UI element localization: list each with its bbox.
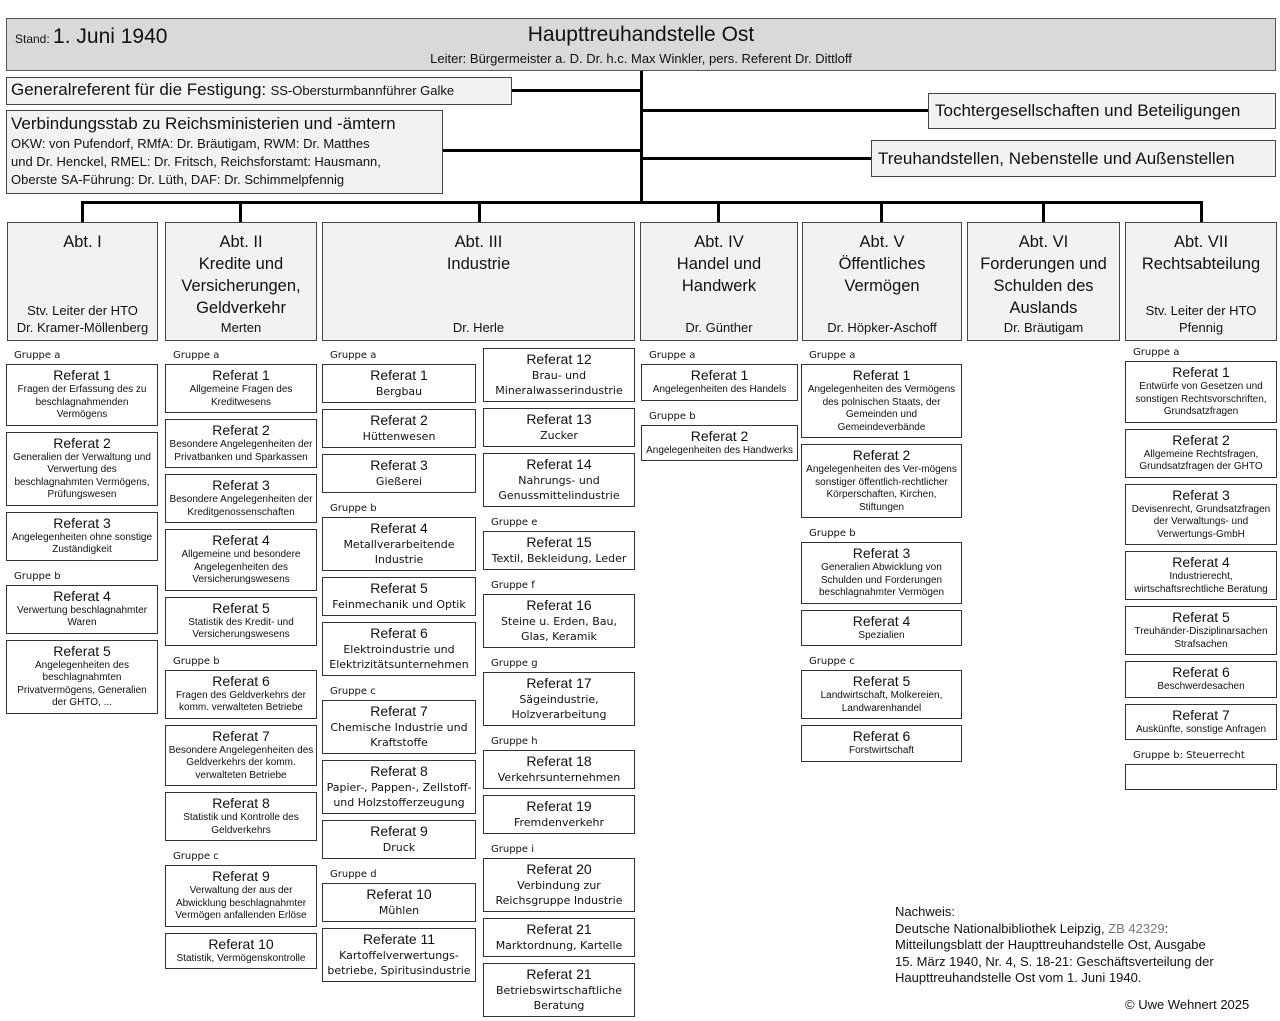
abteilung-name: Handel und	[676, 255, 762, 273]
abteilung-name: Kredite und	[198, 255, 284, 273]
referat-title: Referat 20	[526, 861, 592, 877]
referat-title: Referat 9	[212, 868, 270, 884]
treuhand-box: Treuhandstellen, Nebenstelle und Außenstellen	[871, 140, 1276, 177]
referat-box	[483, 672, 635, 726]
abteilung-leader: Pfennig	[1178, 320, 1224, 335]
gruppe-label: Gruppe b	[809, 528, 856, 539]
gruppe-label: Gruppe b	[14, 570, 61, 582]
referat-title: Referat 4	[1172, 554, 1230, 570]
referat-box	[165, 419, 317, 468]
verbindungsstab-title: Verbindungsstab zu Reichsministerien und -ämtern	[11, 114, 396, 133]
referat-box	[1125, 484, 1277, 546]
referat-title: Referat 5	[53, 642, 111, 659]
gruppe-label: Gruppe b	[330, 503, 377, 514]
referat-title: Referat 5	[212, 599, 270, 616]
gruppe-label: Gruppe c	[330, 686, 376, 697]
referat-title: Referat 7	[1172, 706, 1230, 723]
referat-title: Referat 3	[852, 545, 911, 561]
referat-title: Referat 5	[1172, 609, 1230, 625]
referat-description: Devisenrecht, Grundsatzfragen der Verwaltungs- und Verwertungs-GmbH	[1131, 503, 1271, 540]
referat-box	[322, 454, 476, 493]
abteilung-name: Abt. VII	[1173, 233, 1229, 251]
abteilung-name: Geldverkehr	[196, 299, 286, 317]
referat-box	[483, 348, 635, 402]
referat-description: Marktordnung, Kartelle	[495, 939, 623, 952]
gruppe-label: Gruppe a	[649, 350, 696, 361]
abteilung-name: Abt. III	[454, 233, 503, 251]
referat-title: Referat 15	[526, 534, 592, 550]
referat-title: Referat 5	[370, 580, 428, 596]
referat-box	[322, 760, 476, 814]
nachweis-text: Mitteilungsblatt der Haupttreuhandstelle Ost, Ausgabe	[895, 937, 1206, 952]
referat-box	[1125, 704, 1277, 741]
gruppe-label: Gruppe d	[330, 869, 377, 880]
referat-title: Referate 11	[362, 931, 436, 947]
gruppe-label: Gruppe a	[330, 350, 377, 361]
referat-box	[322, 700, 476, 754]
abteilung-leader: Dr. Günther	[685, 320, 753, 335]
referat-title: Referat 14	[526, 456, 592, 472]
referat-description: Fremdenverkehr	[513, 816, 605, 829]
connector-line	[512, 89, 642, 92]
referat-title: Referat 4	[53, 587, 111, 604]
referat-description: Treuhänder-Disziplinarsachen Strafsachen	[1134, 626, 1268, 650]
referat-box	[483, 453, 635, 507]
referat-description: Generalien der Verwaltung und Verwertung des beschlagnahmten Vermögens, Prüfungswesen	[13, 451, 151, 500]
verbindungsstab-box	[6, 110, 443, 194]
referat-description: Industrierecht, wirtschaftsrechtliche Beratung	[1134, 571, 1268, 595]
nachweis	[895, 904, 1214, 987]
referat-column	[801, 346, 962, 768]
abteilung-name: Abt. I	[63, 233, 102, 251]
referat-box	[801, 542, 962, 604]
generalreferent-box	[6, 77, 512, 105]
generalreferent-name: SS-Obersturmbannführer Galke	[270, 83, 455, 98]
referat-description: Brau- und Mineralwasserindustrie	[495, 369, 623, 397]
connector-line	[81, 201, 84, 222]
referat-box	[322, 883, 476, 922]
abteilung-name: Forderungen und	[980, 255, 1107, 273]
abteilung-name: Abt. VI	[1018, 233, 1069, 251]
referat-column	[165, 346, 317, 975]
abteilung-name: Öffentliches	[838, 255, 926, 273]
referat-title: Referat 4	[852, 612, 911, 629]
abteilung-header	[802, 222, 962, 341]
generalreferent-label: Generalreferent für die Festigung:	[11, 80, 267, 99]
referat-description: Besondere Angelegenheiten der Kreditgenossenschaften	[169, 494, 313, 518]
referat-description: Chemische Industrie und Kraftstoffe	[330, 721, 468, 749]
referat-title: Referat 1	[53, 367, 111, 383]
referat-box	[165, 933, 317, 970]
referat-box	[6, 432, 158, 506]
referat-description: Zucker	[540, 429, 578, 442]
referat-title: Referat 10	[366, 886, 432, 902]
referat-description: Verkehrsunternehmen	[497, 771, 621, 784]
referat-title: Referat 10	[208, 935, 274, 952]
abteilung-name: Industrie	[446, 255, 511, 273]
referat-description: Angelegenheiten des Handwerks	[646, 444, 793, 456]
referat-box	[322, 622, 476, 676]
referat-description: Landwirtschaft, Molkereien, Landwarenhandel	[820, 690, 943, 714]
referat-title: Referat 2	[690, 427, 749, 444]
referat-box	[483, 858, 635, 912]
referat-title: Referat 2	[370, 412, 428, 428]
connector-line	[640, 109, 928, 112]
connector-line	[1042, 201, 1045, 222]
referat-box	[483, 795, 635, 834]
referat-box	[322, 820, 476, 859]
referat-box	[641, 364, 798, 401]
abteilung-name: Auslands	[1009, 299, 1078, 317]
referat-box	[322, 409, 476, 448]
gruppe-label: Gruppe c	[173, 851, 219, 862]
referat-description: Elektroindustrie und Elektrizitätsunternehmen	[329, 643, 469, 671]
verbindungsstab-line: Oberste SA-Führung: Dr. Lüth, DAF: Dr. Schimmelpfennig	[11, 172, 345, 187]
referat-description: Statistik, Vermögenskontrolle	[176, 952, 306, 964]
referat-title: Referat 1	[690, 367, 749, 383]
gruppe-label: Gruppe a	[809, 350, 856, 361]
referat-box	[1125, 661, 1277, 698]
gruppe-label: Gruppe f	[491, 580, 535, 591]
referat-description: Nahrungs- und Genussmittelindustrie	[498, 474, 620, 502]
referat-title: Referat 3	[53, 514, 111, 531]
referat-box	[1125, 764, 1277, 790]
referat-title: Referat 1	[370, 367, 428, 383]
abteilung-leader: Merten	[220, 320, 262, 335]
referat-title: Referat 6	[370, 625, 428, 641]
stand-value: 1. Juni 1940	[53, 25, 168, 48]
connector-line	[1200, 201, 1203, 222]
referat-title: Referat 21	[526, 966, 592, 982]
referat-column	[1125, 343, 1277, 796]
referat-box	[6, 512, 158, 561]
referat-description: Kartoffelverwertungs-betriebe, Spiritusindustrie	[327, 949, 471, 977]
abteilung-header	[640, 222, 798, 341]
referat-title: Referat 3	[1172, 486, 1230, 503]
referat-box	[6, 364, 158, 426]
referat-title: Referat 6	[852, 728, 911, 744]
abteilung-header	[1125, 222, 1277, 341]
abteilung-leader: Stv. Leiter der HTO	[1145, 303, 1257, 318]
referat-title: Referat 17	[526, 675, 592, 691]
referat-title: Referat 7	[370, 703, 428, 719]
referat-box	[801, 444, 962, 518]
referat-description: Entwürfe von Gesetzen und sonstigen Rechtsvorschriften, Grundsatzfragen	[1135, 381, 1267, 417]
referat-title: Referat 1	[1172, 364, 1230, 380]
referat-column	[322, 346, 476, 988]
referat-description: Metallverarbeitende Industrie	[343, 538, 455, 566]
referat-box	[165, 364, 317, 413]
abteilung-leader: Dr. Kramer-Möllenberg	[16, 320, 149, 335]
referat-description: Auskünfte, sonstige Anfragen	[1135, 723, 1267, 735]
abteilung-leader: Stv. Leiter der HTO	[27, 303, 138, 318]
referat-title: Referat 19	[526, 798, 592, 814]
referat-description: Bergbau	[375, 385, 423, 398]
referat-description: Steine u. Erden, Bau, Glas, Keramik	[500, 615, 618, 643]
referat-title: Referat 3	[370, 457, 428, 473]
referat-title: Referat 4	[370, 520, 428, 536]
nachweis-text: Haupttreuhandstelle Ost vom 1. Juni 1940.	[895, 970, 1142, 985]
connector-line	[239, 201, 242, 222]
abteilung-header	[7, 222, 158, 341]
referat-description: Textil, Bekleidung, Leder	[491, 552, 627, 565]
connector-line	[640, 157, 871, 160]
referat-description: Verwaltung der aus der Abwicklung beschlagnahmter Vermögen anfallenden Erlöse	[175, 885, 307, 921]
referat-box	[801, 670, 962, 719]
referat-description: Gießerei	[375, 475, 423, 488]
connector-line	[81, 201, 1203, 204]
connector-line	[443, 149, 642, 152]
referat-title: Referat 18	[526, 753, 592, 769]
referat-description: Forstwirtschaft	[848, 745, 914, 756]
referat-box	[641, 425, 798, 462]
referat-description: Druck	[382, 841, 416, 854]
referat-description: Spezialien	[858, 629, 905, 641]
referat-box	[483, 963, 635, 1017]
referat-description: Feinmechanik und Optik	[332, 598, 466, 611]
abteilung-header	[165, 222, 317, 341]
abteilung-leader: Dr. Herle	[452, 320, 505, 335]
gruppe-label: Gruppe e	[491, 517, 538, 528]
referat-box	[322, 577, 476, 616]
gruppe-label: Gruppe g	[491, 658, 538, 669]
referat-column	[641, 346, 798, 467]
copyright: © Uwe Wehnert 2025	[1125, 997, 1250, 1012]
referat-title: Referat 21	[526, 921, 592, 937]
referat-description: Generalien Abwicklung von Schulden und Forderungen beschlagnahmter Vermögen	[818, 562, 945, 598]
gruppe-label: Gruppe b	[649, 410, 696, 422]
referat-title: Referat 3	[212, 477, 270, 493]
referat-box	[322, 928, 476, 982]
referat-description: Betriebswirtschaftliche Beratung	[496, 984, 622, 1012]
referat-box	[165, 670, 317, 719]
abteilung-name: Versicherungen,	[181, 277, 301, 295]
abteilung-name: Abt. II	[219, 233, 263, 251]
referat-description: Allgemeine Fragen des Kreditwesens	[189, 384, 293, 408]
gruppe-label: Gruppe a	[1133, 347, 1180, 358]
referat-description: Fragen des Geldverkehrs der komm. verwalteten Betriebe	[175, 689, 307, 713]
gruppe-label: Gruppe a	[173, 350, 220, 361]
referat-box	[165, 474, 317, 523]
referat-title: Referat 6	[1172, 664, 1230, 680]
referat-box	[165, 529, 317, 591]
referat-title: Referat 5	[852, 673, 911, 689]
referat-title: Referat 1	[212, 367, 270, 383]
gruppe-label: Gruppe a	[14, 350, 61, 361]
abteilung-name: Schulden des	[993, 277, 1094, 295]
referat-description: Verwertung beschlagnahmter Waren	[16, 604, 148, 628]
abteilung-name: Vermögen	[844, 277, 920, 295]
referat-box	[801, 610, 962, 647]
referat-title: Referat 2	[212, 422, 270, 438]
referat-description: Angelegenheiten des beschlagnahmten Privatvermögens, Generalien der GHTO, ...	[17, 659, 147, 708]
abteilung-header	[967, 222, 1120, 341]
referat-description: Beschwerdesachen	[1157, 681, 1245, 692]
nachweis-text: Deutsche Nationalbibliothek Leipzig,	[895, 920, 1105, 936]
referat-description: Allgemeine und besondere Angelegenheiten des Versicherungswesens	[181, 549, 301, 585]
referat-column	[6, 346, 158, 720]
referat-description: Angelegenheiten des Handels	[652, 384, 787, 395]
leiter-text: Leiter: Bürgermeister a. D. Dr. h.c. Max Winkler, pers. Referent Dr. Dittloff	[430, 51, 852, 66]
gruppe-label: Gruppe b	[173, 655, 220, 667]
referat-description: Sägeindustrie, Holzverarbeitung	[511, 693, 607, 721]
referat-box	[165, 865, 317, 927]
referat-title: Referat 1	[852, 367, 911, 383]
referat-title: Referat 7	[212, 727, 270, 744]
page-title: Haupttreuhandstelle Ost	[527, 23, 755, 46]
referat-box	[801, 364, 962, 438]
referat-box	[483, 594, 635, 648]
referat-description: Papier-, Pappen-, Zellstoff- und Holzstofferzeugung	[326, 781, 472, 809]
hto-header-box	[6, 18, 1276, 71]
referat-title: Referat 13	[526, 411, 592, 427]
referat-box	[322, 364, 476, 403]
referat-title: Referat 8	[370, 763, 428, 779]
referat-box	[483, 918, 635, 957]
verbindungsstab-line: und Dr. Henckel, RMEL: Dr. Fritsch, Reichsforstamt: Hausmann,	[11, 154, 381, 169]
referat-description: Besondere Angelegenheiten des Geldverkehrs der komm. verwalteten Betriebe	[168, 744, 314, 781]
abteilung-header	[322, 222, 635, 341]
referat-description: Angelegenheiten des Ver-mögens sonstiger öffentlich-rechtlicher Körperschaften, Kirchen, Stiftungen	[806, 464, 957, 513]
referat-box	[1125, 361, 1277, 423]
referat-description: Mühlen	[378, 904, 420, 917]
referat-description: Angelegenheiten ohne sonstige Zuständigkeit	[11, 531, 153, 555]
abteilung-name: Handwerk	[681, 277, 757, 295]
referat-box	[165, 792, 317, 841]
referat-description: Hüttenwesen	[362, 430, 436, 443]
referat-box	[165, 597, 317, 646]
gruppe-label: Gruppe i	[491, 844, 535, 855]
nachweis-link[interactable]: ZB 42329	[1108, 920, 1165, 936]
nachweis-text: 15. März 1940, Nr. 4, S. 18-21: Geschäftsverteilung der	[895, 953, 1214, 969]
abteilung-name: Abt. IV	[694, 233, 744, 251]
referat-title: Referat 4	[212, 532, 270, 548]
connector-line	[717, 201, 720, 222]
referat-box	[1125, 606, 1277, 655]
referat-title: Referat 2	[1172, 431, 1230, 448]
referat-box	[165, 725, 317, 787]
referat-description: Allgemeine Rechtsfragen, Grundsatzfragen der GHTO	[1139, 448, 1263, 472]
connector-line	[478, 201, 481, 222]
referat-title: Referat 2	[852, 447, 911, 463]
connector-line	[880, 201, 883, 222]
referat-title: Referat 2	[53, 434, 111, 451]
verbindungsstab-line: OKW: von Pufendorf, RMfA: Dr. Bräutigam, RWM: Dr. Matthes	[11, 136, 370, 151]
referat-box	[322, 517, 476, 571]
referat-box	[6, 585, 158, 634]
nachweis-text: :	[1164, 920, 1169, 936]
referat-box	[1125, 551, 1277, 600]
referat-box	[1125, 429, 1277, 478]
gruppe-label: Gruppe c	[809, 656, 855, 667]
referat-description: Fragen der Erfassung des zu beschlagnahmenden Vermögens	[17, 384, 147, 420]
abteilung-name: Abt. V	[859, 233, 905, 251]
referat-box	[801, 725, 962, 762]
referat-box	[6, 640, 158, 714]
referat-title: Referat 8	[212, 795, 270, 811]
gruppe-label: Gruppe b: Steuerrecht	[1133, 750, 1245, 761]
tochter-box: Tochtergesellschaften und Beteiligungen	[928, 93, 1276, 129]
referat-description: Statistik und Kontrolle des Geldverkehrs	[183, 812, 299, 836]
referat-column	[483, 348, 635, 1021]
referat-title: Referat 12	[526, 351, 592, 367]
referat-title: Referat 9	[370, 823, 428, 839]
referat-description: Verbindung zur Reichsgruppe Industrie	[495, 879, 623, 907]
referat-box	[483, 408, 635, 447]
abteilung-name: Rechtsabteilung	[1141, 255, 1261, 273]
referat-title: Referat 16	[526, 597, 592, 613]
referat-box	[483, 531, 635, 570]
referat-title: Referat 6	[212, 672, 270, 689]
referat-description: Angelegenheiten des Vermögens des polnischen Staats, der Gemeinden und Gemeindeverbände	[807, 384, 956, 433]
abteilung-leader: Dr. Bräutigam	[1003, 320, 1084, 335]
gruppe-label: Gruppe h	[491, 736, 538, 747]
referat-description: Statistik des Kredit- und Versicherungswesens	[188, 616, 294, 640]
referat-description: Besondere Angelegenheiten der Privatbanken und Sparkassen	[169, 439, 313, 463]
nachweis-title: Nachweis:	[895, 904, 955, 919]
referat-box	[483, 750, 635, 789]
abteilung-leader: Dr. Höpker-Aschoff	[827, 320, 937, 335]
stand-label: Stand:	[15, 32, 50, 46]
